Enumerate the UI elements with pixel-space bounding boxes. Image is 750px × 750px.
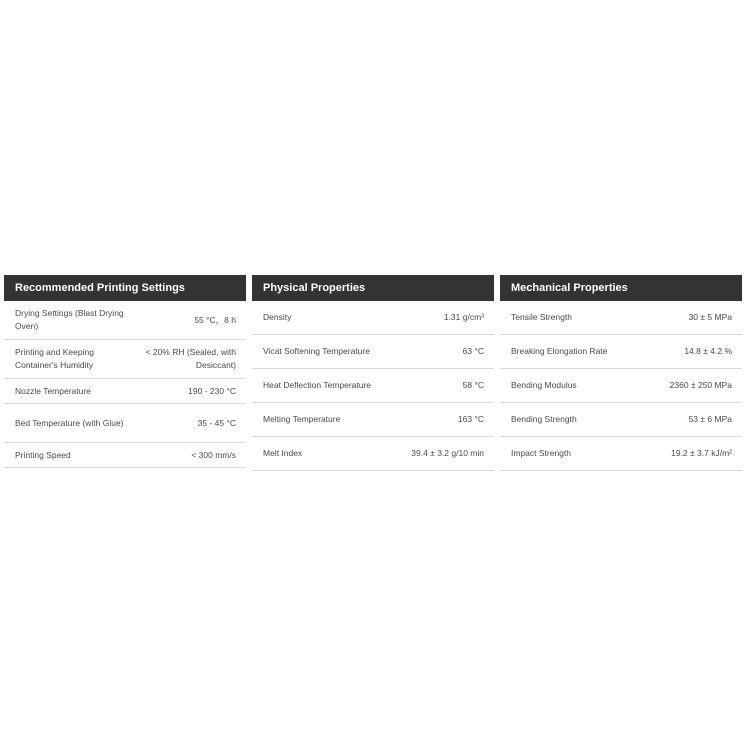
row-value: 30 ± 5 MPa (688, 312, 732, 322)
table-row (500, 335, 742, 369)
table-row (4, 443, 246, 468)
row-label: Breaking Elongation Rate (511, 346, 608, 356)
table-row (4, 379, 246, 404)
row-value: 63 °C (462, 346, 484, 356)
table-row (252, 369, 494, 403)
row-label: Vicat Softening Temperature (263, 346, 370, 356)
row-label: Melt Index (263, 448, 303, 458)
row-label: Density (263, 312, 292, 322)
row-value: 190 - 230 °C (188, 385, 236, 396)
printing-settings-table (4, 275, 246, 471)
row-label: Printing Speed (15, 449, 71, 460)
row-label: Tensile Strength (511, 312, 572, 322)
row-value: 19.2 ± 3.7 kJ/m² (671, 448, 732, 458)
table-header: Mechanical Properties (500, 275, 742, 301)
table-row (500, 369, 742, 403)
table-row (4, 301, 246, 340)
row-value: 39.4 ± 3.2 g/10 min (411, 448, 484, 458)
row-label: Drying Settings (Blast Drying Oven) (15, 308, 124, 331)
table-row (4, 404, 246, 443)
table-row (500, 437, 742, 471)
row-value: 55 °C，8 h (194, 314, 236, 325)
row-label: Heat Deflection Temperature (263, 380, 372, 390)
row-value: 2360 ± 250 MPa (669, 380, 732, 390)
row-label: Impact Strength (511, 448, 572, 458)
row-value: 1.31 g/cm³ (443, 312, 484, 322)
row-value: 35 - 45 °C (197, 417, 236, 428)
row-label: Bending Strength (511, 414, 577, 424)
table-row (500, 301, 742, 335)
mechanical-properties-table (500, 275, 742, 471)
table-row (4, 340, 246, 379)
row-label: Printing and Keeping Container's Humidity (15, 347, 94, 370)
table-row (252, 403, 494, 437)
table-header: Physical Properties (252, 275, 494, 301)
table-row (500, 403, 742, 437)
row-value: 14.8 ± 4.2 % (684, 346, 732, 356)
table-row (252, 437, 494, 471)
row-value: 58 °C (462, 380, 484, 390)
table-row (252, 301, 494, 335)
properties-tables (4, 275, 742, 471)
row-value: < 20% RH (Sealed, with Desiccant) (145, 347, 236, 370)
physical-properties-table (252, 275, 494, 471)
row-label: Nozzle Temperature (15, 385, 91, 396)
row-label: Bending Modulus (511, 380, 577, 390)
row-label: Melting Temperature (263, 414, 341, 424)
row-value: < 300 mm/s (191, 449, 236, 460)
table-header: Recommended Printing Settings (4, 275, 246, 301)
table-row (252, 335, 494, 369)
row-value: 163 °C (457, 414, 484, 424)
row-value: 53 ± 6 MPa (688, 414, 732, 424)
row-label: Bed Temperature (with Glue) (15, 417, 124, 428)
